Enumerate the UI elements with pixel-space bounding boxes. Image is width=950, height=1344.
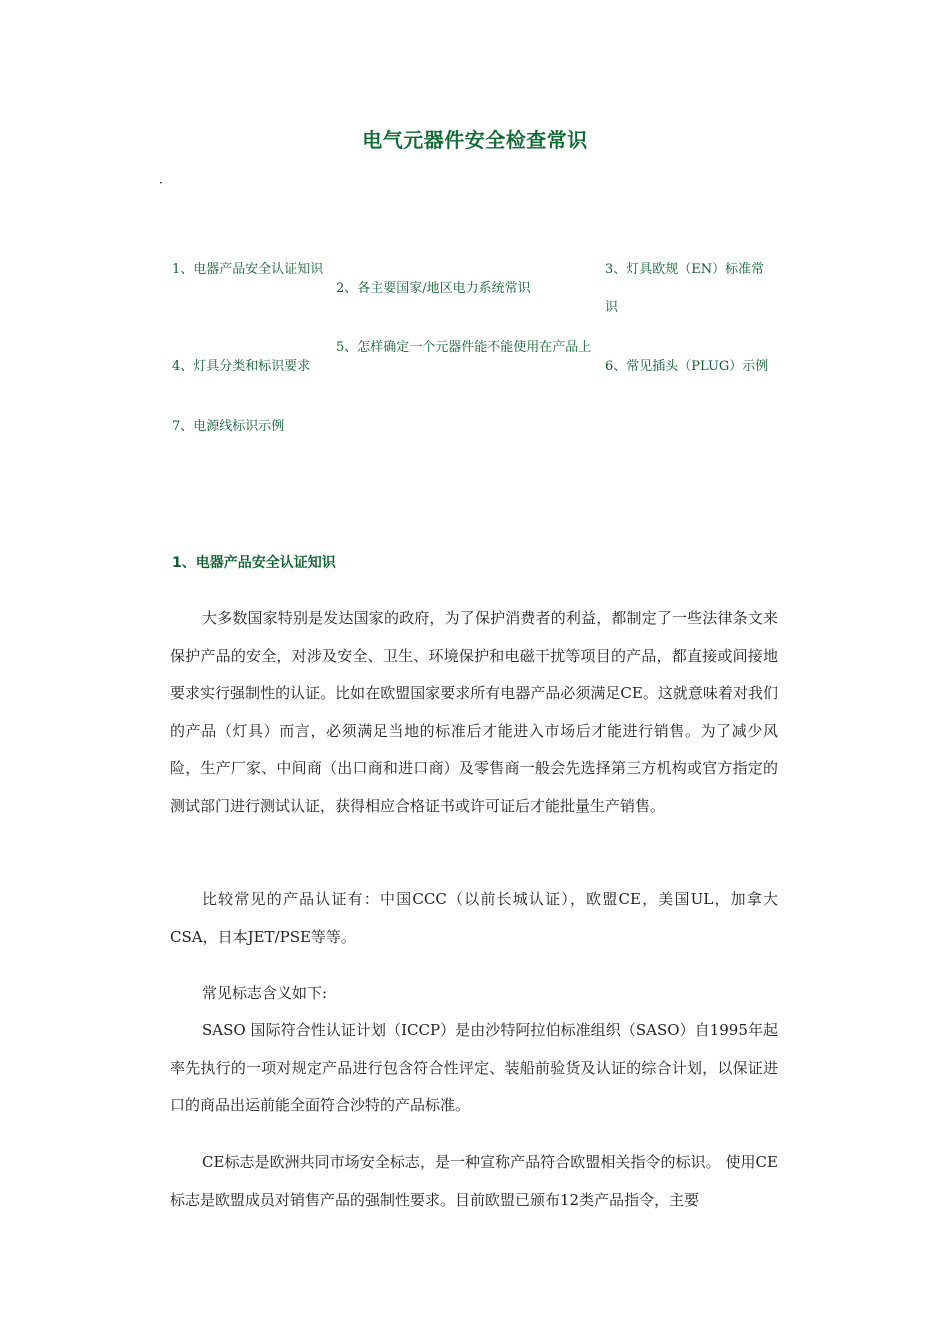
toc-link-4[interactable]: 4、灯具分类和标识要求	[172, 359, 311, 374]
bullet-mark: ·	[159, 176, 163, 190]
toc-link-7[interactable]: 7、电源线标识示例	[172, 419, 285, 434]
section-heading: 1、电器产品安全认证知识	[172, 555, 336, 571]
toc-link-2[interactable]: 2、各主要国家/地区电力系统常识	[336, 281, 531, 296]
paragraph-ce: CE标志是欧洲共同市场安全标志，是一种宣称产品符合欧盟相关指令的标识。 使用CE标志是欧盟成员对销售产品的强制性要求。目前欧盟已颁布12类产品指令，主要	[170, 1153, 778, 1209]
toc-link-3[interactable]: 3、灯具欧规（EN）标准常识	[605, 262, 765, 315]
paragraph-saso: SASO 国际符合性认证计划（ICCP）是由沙特阿拉伯标准组织（SASO）自1995年起率先执行的一项对规定产品进行包含符合性评定、装船前验货及认证的综合计划，以保证进口的商品出运前能全面符合沙特的产品标准。	[170, 1021, 778, 1114]
paragraph-intro: 大多数国家特别是发达国家的政府，为了保护消费者的利益，都制定了一些法律条文来保护产品的安全，对涉及安全、卫生、环境保护和电磁干扰等项目的产品，都直接或间接地要求实行强制性的认证。比如在欧盟国家要求所有电器产品必须满足CE。这就意味着对我们的产品（灯具）而言，必须满足当地的标准后才能进入市场后才能进行销售。为了减少风险，生产厂家、中间商（出口商和进口商）及零售商一般会先选择第三方机构或官方指定的测试部门进行测试认证，获得相应合格证书或许可证后才能批量生产销售。	[170, 609, 778, 815]
document-title: 电气元器件安全检查常识	[362, 128, 588, 152]
toc-link-1[interactable]: 1、电器产品安全认证知识	[172, 262, 324, 277]
toc-link-5[interactable]: 5、怎样确定一个元器件能不能使用在产品上	[336, 340, 592, 355]
paragraph-marks-intro: 常见标志含义如下:	[202, 984, 328, 1002]
toc-link-6[interactable]: 6、常见插头（PLUG）示例	[605, 359, 769, 374]
paragraph-certifications: 比较常见的产品认证有：中国CCC（以前长城认证），欧盟CE，美国UL，加拿大CSA，日本JET/PSE等等。	[170, 890, 778, 946]
